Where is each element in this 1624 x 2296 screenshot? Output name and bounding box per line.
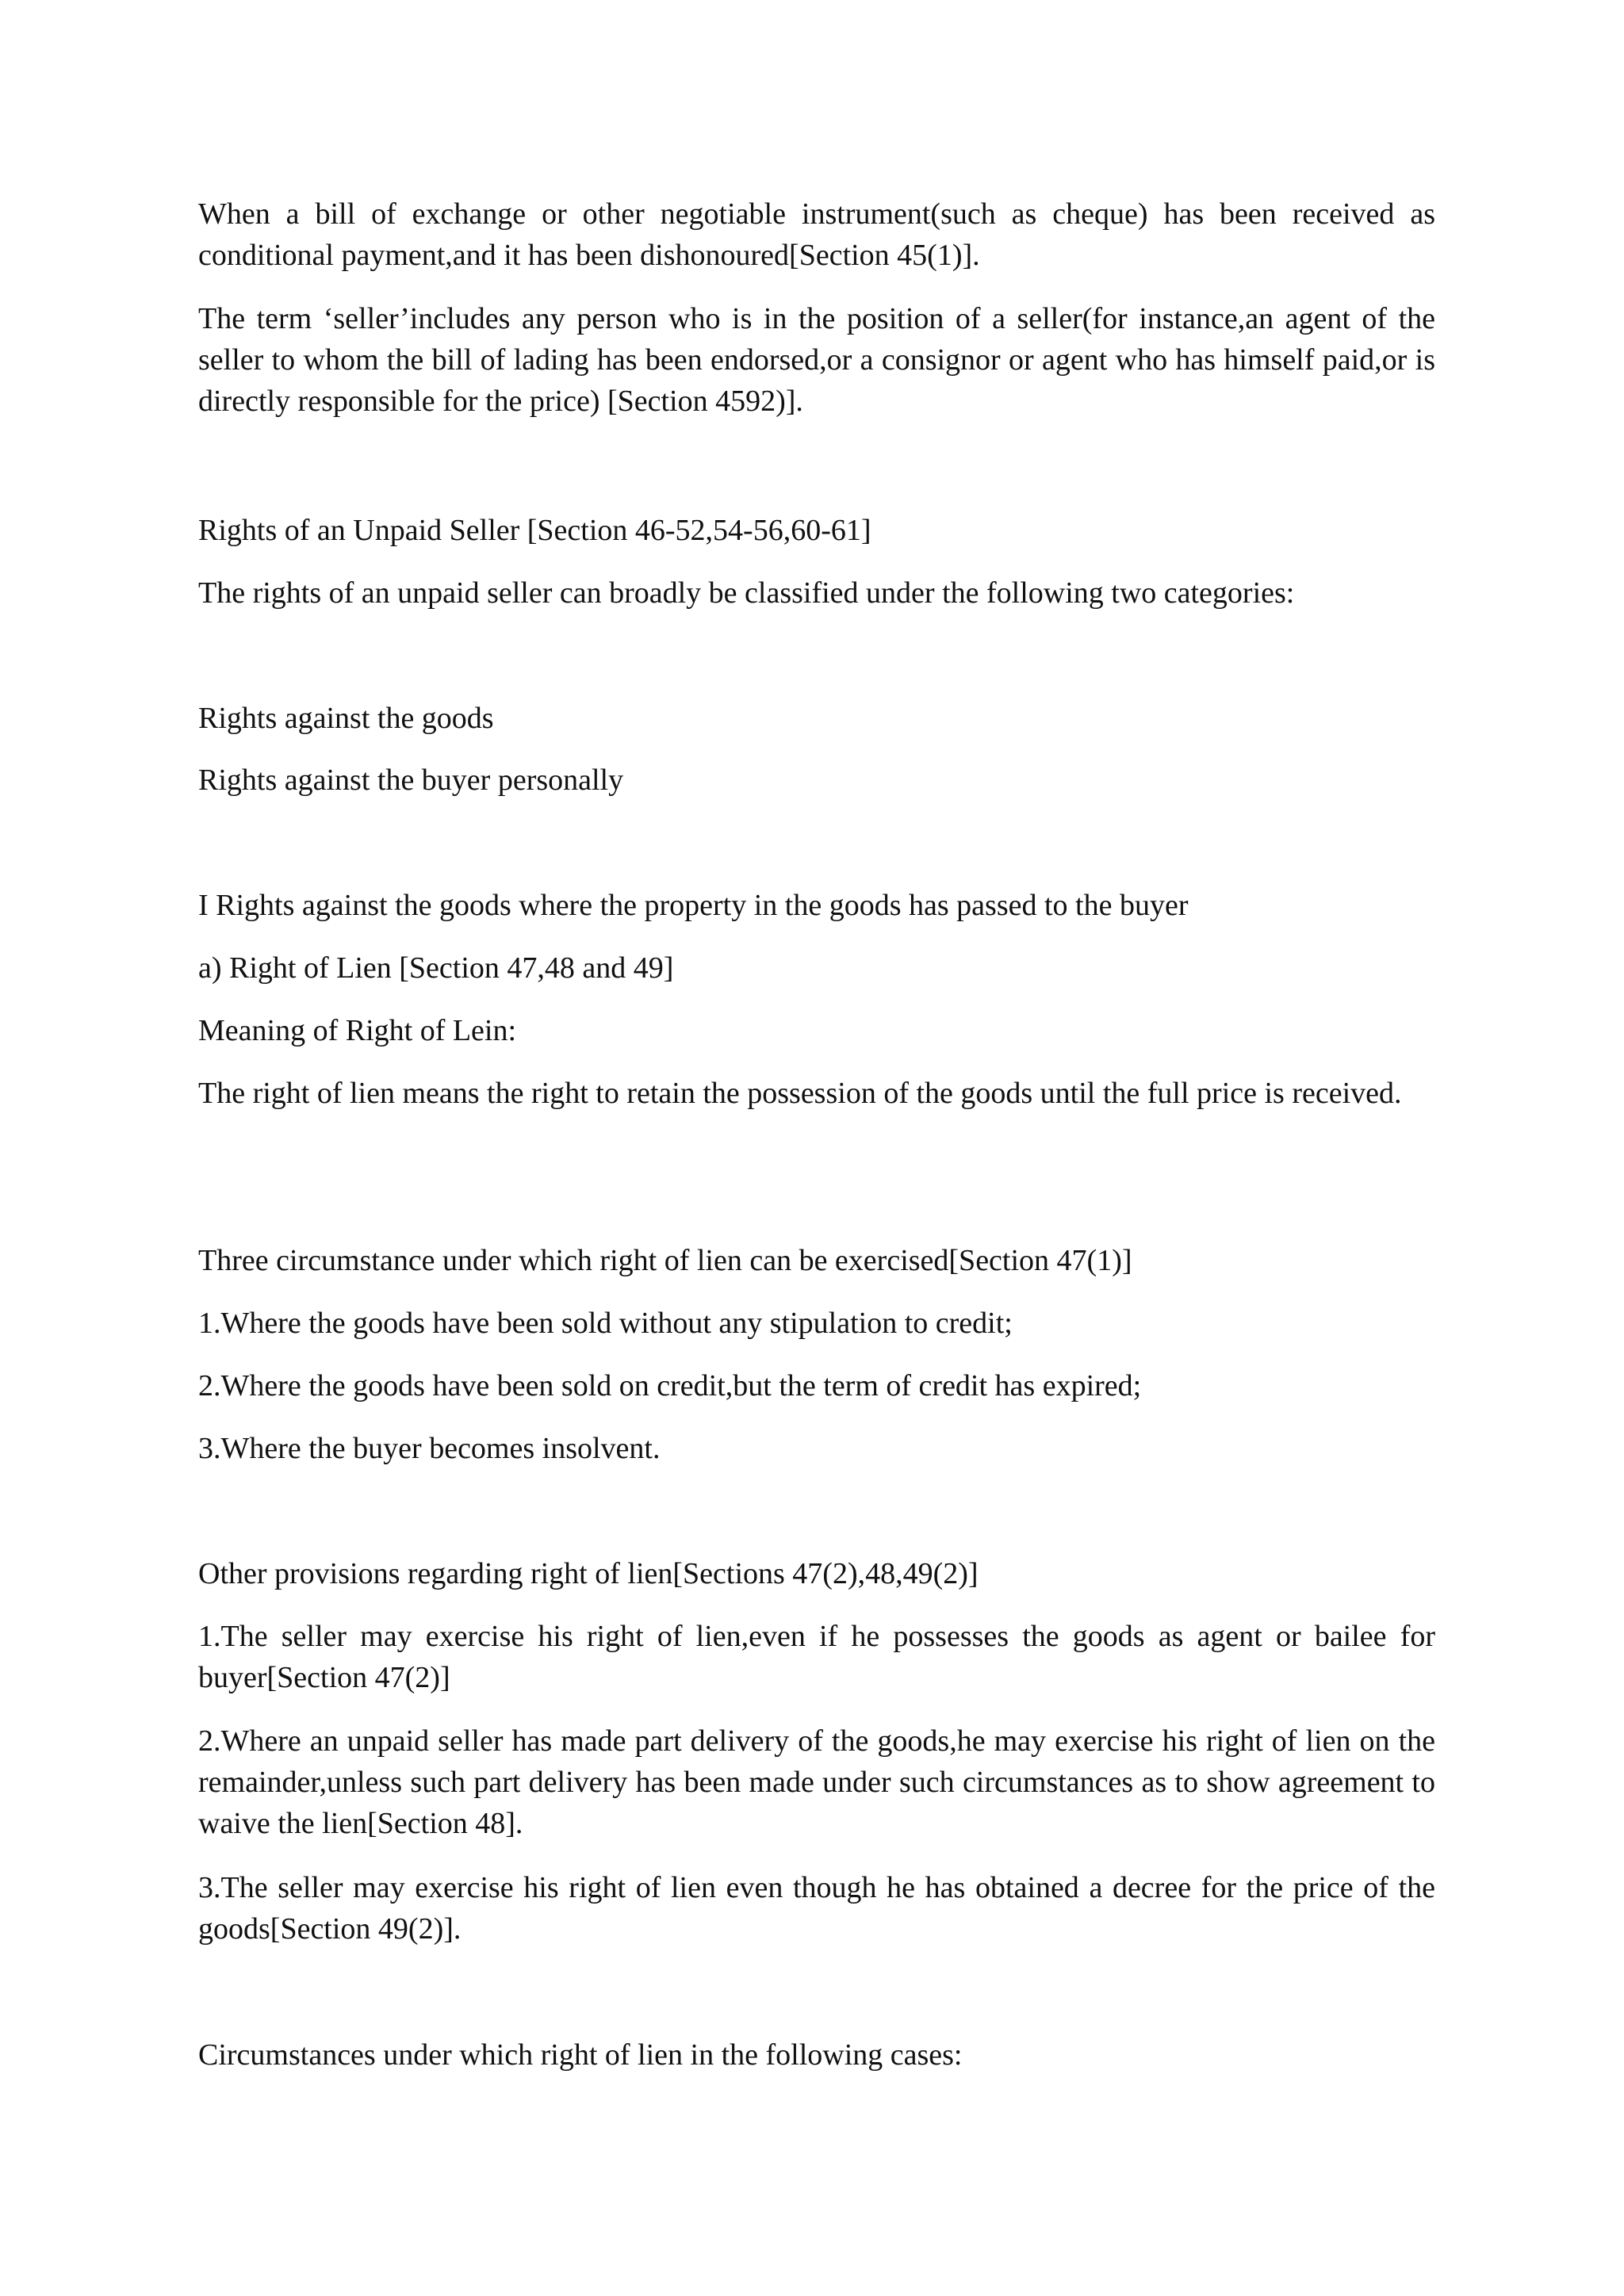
paragraph-lien-meaning: The right of lien means the right to retain the possession of the goods until the full price is received. <box>198 1077 1402 1110</box>
list-item-rights-goods: Rights against the goods <box>198 702 494 735</box>
heading-other-provisions: Other provisions regarding right of lien[Sections 47(2),48,49(2)] <box>198 1557 979 1590</box>
paragraph-rights-categories: The rights of an unpaid seller can broadly be classified under the following two categories: <box>198 576 1295 610</box>
heading-three-circumstances: Three circumstance under which right of lien can be exercised[Section 47(1)] <box>198 1244 1132 1277</box>
list-item-rights-buyer: Rights against the buyer personally <box>198 763 624 797</box>
list-item-circumstance-3: 3.Where the buyer becomes insolvent. <box>198 1432 661 1465</box>
list-item-provision-1: 1.The seller may exercise his right of lien,even if he possesses the goods as agent or bailee for buyer[Section 47(2)] <box>198 1620 1435 1694</box>
heading-circumstances-cases: Circumstances under which right of lien in the following cases: <box>198 2038 963 2072</box>
list-item-provision-3: 3.The seller may exercise his right of lien even though he has obtained a decree for the price of the goods[Section 49(2)]. <box>198 1871 1435 1946</box>
list-item-circumstance-1: 1.Where the goods have been sold without any stipulation to credit; <box>198 1307 1013 1340</box>
heading-meaning-of-lien: Meaning of Right of Lein: <box>198 1014 517 1047</box>
heading-rights-unpaid-seller: Rights of an Unpaid Seller [Section 46-52,54-56,60-61] <box>198 514 871 547</box>
paragraph-seller-definition: The term ‘seller’includes any person who is in the position of a seller(for instance,an agent of the seller to whom the bill of lading has been endorsed,or a consignor or agent who has himself paid,or is directly responsible for the price) [Section 4592)]. <box>198 302 1435 418</box>
list-item-circumstance-2: 2.Where the goods have been sold on credit,but the term of credit has expired; <box>198 1369 1142 1402</box>
heading-right-of-lien: a) Right of Lien [Section 47,48 and 49] <box>198 951 674 985</box>
heading-rights-against-goods: I Rights against the goods where the property in the goods has passed to the buyer <box>198 889 1189 922</box>
list-item-provision-2: 2.Where an unpaid seller has made part delivery of the goods,he may exercise his right of lien on the remainder,unless such part delivery has been made under such circumstances as to show agreement to waive the lien[Section 48]. <box>198 1724 1435 1840</box>
paragraph-conditional-payment: When a bill of exchange or other negotiable instrument(such as cheque) has been received as conditional payment,and it has been dishonoured[Section 45(1)]. <box>198 197 1435 272</box>
